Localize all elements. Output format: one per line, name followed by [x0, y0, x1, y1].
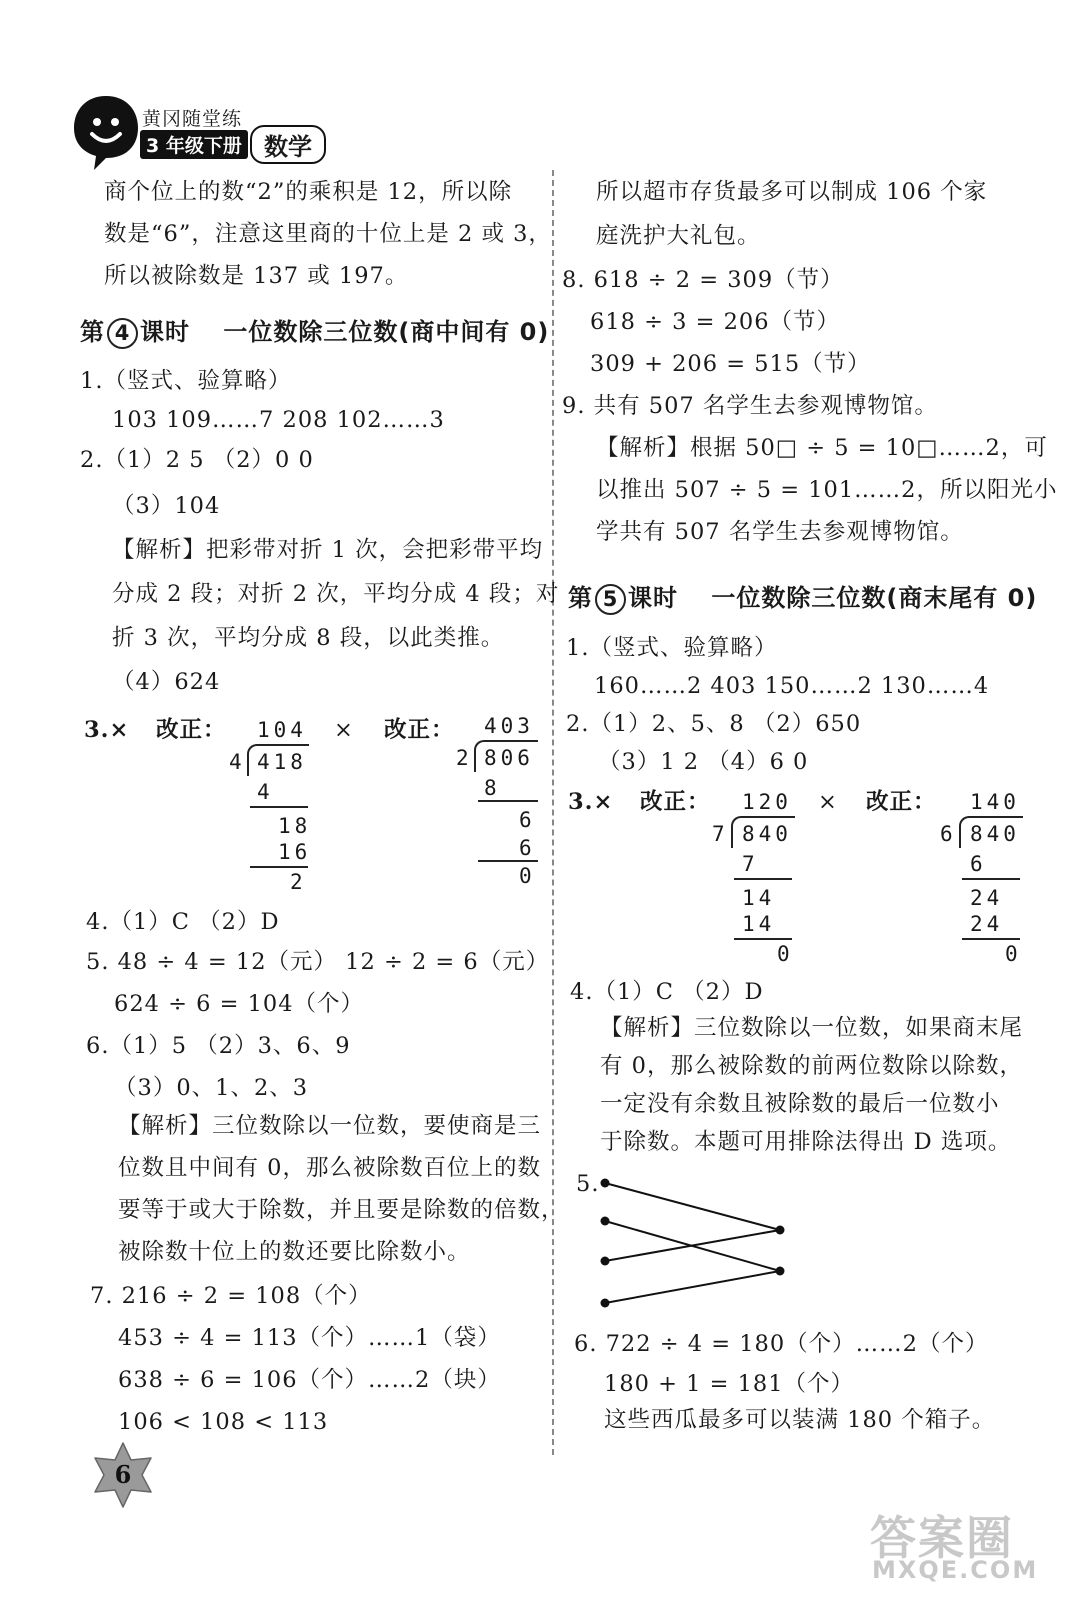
left-q7-c: 638 ÷ 6 = 106（个）……2（块） [118, 1367, 501, 1393]
right-q3-correct-1: 改正： [640, 789, 711, 815]
right-q3-mark: × [818, 789, 838, 815]
right-q4-analysis-2: 有 0，那么被除数的前两位数除以除数， [600, 1053, 1023, 1079]
right-q3-correct-2: 改正： [866, 789, 937, 815]
header-series: 黄冈随堂练 [142, 108, 243, 130]
watermark-logo: 答案圈 [870, 1511, 1014, 1565]
left-q6-analysis-3: 要等于或大于除数，并且要是除数的倍数， [118, 1197, 565, 1223]
matching-lines-diagram [595, 1175, 795, 1315]
left-q2-b: （3）104 [112, 493, 221, 519]
right-q4: 4.（1）C （2）D [570, 979, 764, 1005]
dot-right-1 [776, 1226, 785, 1235]
right-q2-a: 2.（1）2、5、8 （2）650 [566, 711, 862, 737]
right-intro-2: 庭洗护大礼包。 [596, 223, 761, 249]
lesson5-heading: 第 5 课时 一位数除三位数(商末尾有 0) [568, 578, 1037, 615]
right-q1-a: 1.（竖式、验算略） [566, 635, 778, 661]
left-q7-a: 7. 216 ÷ 2 = 108（个） [90, 1283, 372, 1309]
left-q2-d: （4）624 [112, 669, 221, 695]
left-q3-mark: × [334, 717, 354, 743]
right-q1-b: 160……2 403 150……2 130……4 [594, 673, 990, 699]
right-q6-b: 180 + 1 = 181（个） [604, 1371, 855, 1397]
left-q7-b: 453 ÷ 4 = 113（个）……1（袋） [118, 1325, 501, 1351]
left-q6-analysis-2: 位数且中间有 0，那么被除数百位上的数 [118, 1155, 541, 1181]
right-q5-label: 5. [576, 1171, 600, 1197]
left-q6-a: 6.（1）5 （2）3、6、9 [86, 1033, 351, 1059]
right-q9-analysis-1: 【解析】根据 50□ ÷ 5 = 10□……2，可 [596, 435, 1048, 461]
column-separator [552, 170, 554, 1455]
left-intro-line-3: 所以被除数是 137 或 197。 [104, 263, 409, 289]
right-q6-a: 6. 722 ÷ 4 = 180（个）……2（个） [574, 1331, 989, 1357]
left-q1-b: 103 109……7 208 102……3 [112, 407, 445, 433]
page-number-badge [88, 1440, 158, 1510]
left-q6-analysis-4: 被除数十位上的数还要比除数小。 [118, 1239, 471, 1265]
lesson5-number: 5 [595, 584, 626, 615]
page-number: 6 [114, 1460, 132, 1489]
smiley-icon [70, 92, 142, 172]
header-logo [70, 92, 340, 172]
left-q3-correct-1: 改正： [156, 717, 227, 743]
left-q3-correct-2: 改正： [384, 717, 455, 743]
left-q3-label: 3.× [84, 717, 130, 743]
left-q6-analysis-1: 【解析】三位数除以一位数，要使商是三 [118, 1113, 542, 1139]
right-q9-analysis-3: 学共有 507 名学生去参观博物馆。 [596, 519, 964, 545]
lesson4-heading: 第 4 课时 一位数除三位数(商中间有 0) [80, 312, 549, 349]
right-q9-analysis-2: 以推出 507 ÷ 5 = 101……2，所以阳光小 [596, 477, 1058, 503]
header-subject: 数学 [250, 125, 326, 164]
lesson4-number: 4 [107, 318, 138, 349]
right-q3-label: 3.× [568, 789, 614, 815]
left-q4: 4.（1）C （2）D [86, 909, 280, 935]
left-q7-d: 106 < 108 < 113 [118, 1409, 329, 1435]
right-q8-c: 309 + 206 = 515（节） [590, 351, 871, 377]
right-q8-a: 8. 618 ÷ 2 = 309（节） [562, 267, 844, 293]
left-q1-a: 1.（竖式、验算略） [80, 368, 292, 394]
right-q4-analysis-1: 【解析】三位数除以一位数，如果商末尾 [600, 1015, 1024, 1041]
left-q6-b: （3）0、1、2、3 [114, 1075, 309, 1101]
right-intro-1: 所以超市存货最多可以制成 106 个家 [596, 179, 988, 205]
dot-left-2 [601, 1217, 610, 1226]
dot-left-1 [601, 1179, 610, 1188]
right-q4-analysis-3: 一定没有余数且被除数的最后一位数小 [600, 1091, 1000, 1117]
left-q5-b: 624 ÷ 6 = 104（个） [114, 991, 365, 1017]
dot-left-3 [601, 1257, 610, 1266]
left-q2-analysis-1: 【解析】把彩带对折 1 次，会把彩带平均 [112, 537, 544, 563]
left-intro-line-2: 数是“6”，注意这里商的十位上是 2 或 3， [104, 221, 552, 247]
left-q2-a: 2.（1）2 5 （2）0 0 [80, 447, 314, 473]
right-q8-b: 618 ÷ 3 = 206（节） [590, 309, 841, 335]
dot-right-2 [776, 1267, 785, 1276]
left-q5-a: 5. 48 ÷ 4 = 12（元） 12 ÷ 2 = 6（元） [86, 949, 550, 975]
dot-left-4 [601, 1299, 610, 1308]
lesson5-title: 一位数除三位数(商末尾有 0) [711, 584, 1038, 612]
right-q2-b: （3）1 2 （4）6 0 [598, 749, 809, 775]
right-q9-a: 9. 共有 507 名学生去参观博物馆。 [562, 393, 938, 419]
watermark-url: MXQE.COM [872, 1556, 1039, 1584]
right-q4-analysis-4: 于除数。本题可用排除法得出 D 选项。 [600, 1129, 1012, 1155]
header-grade: 3 年级下册 [140, 130, 248, 159]
left-q2-analysis-3: 折 3 次，平均分成 8 段，以此类推。 [112, 625, 505, 651]
left-intro-line-1: 商个位上的数“2”的乘积是 12，所以除 [104, 179, 513, 205]
right-q6-c: 这些西瓜最多可以装满 180 个箱子。 [604, 1407, 996, 1433]
lesson4-title: 一位数除三位数(商中间有 0) [223, 318, 550, 346]
left-q2-analysis-2: 分成 2 段；对折 2 次，平均分成 4 段；对 [112, 581, 560, 607]
